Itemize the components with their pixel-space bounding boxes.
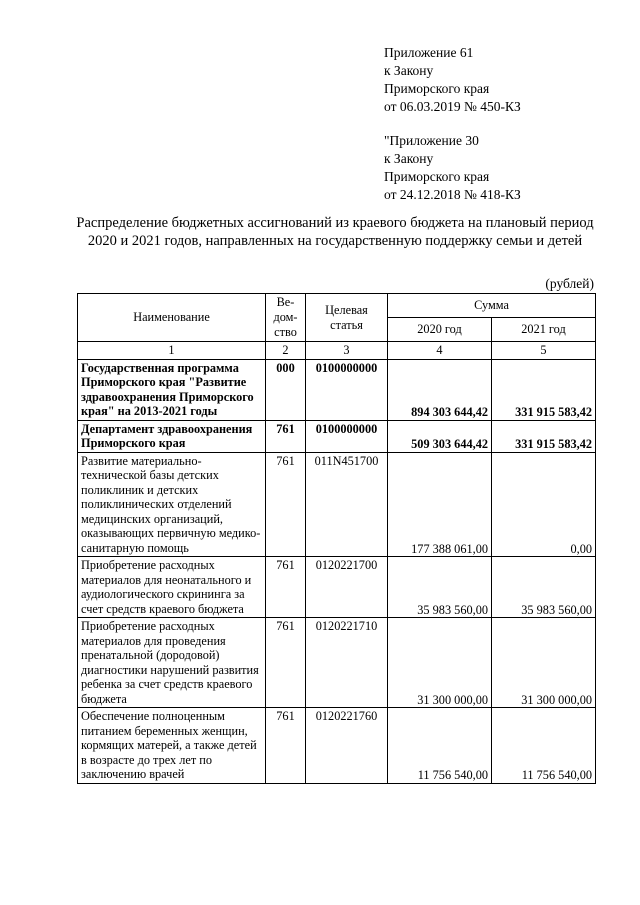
header-name: Наименование bbox=[78, 294, 266, 342]
row-department-cell: 761 bbox=[266, 708, 306, 784]
column-number: 3 bbox=[306, 342, 388, 360]
appendix-1-line: к Закону bbox=[384, 63, 434, 78]
row-sum-2021-cell: 331 915 583,42 bbox=[492, 420, 596, 452]
row-article-cell: 0100000000 bbox=[306, 420, 388, 452]
row-sum-2021-cell: 0,00 bbox=[492, 452, 596, 557]
row-article-cell: 0120221710 bbox=[306, 618, 388, 708]
table-row bbox=[78, 618, 596, 708]
appendix-1-block bbox=[384, 44, 521, 116]
appendix-2-line: "Приложение 30 bbox=[384, 133, 479, 148]
document-title: Распределение бюджетных ассигнований из краевого бюджета на плановый период 2020 и 2021 годов, направленных на государственную поддержку семьи и детей bbox=[76, 215, 594, 249]
appendix-2-line: от 24.12.2018 № 418-КЗ bbox=[384, 187, 521, 202]
row-name-cell: Приобретение расходных материалов для неонатального и аудиологического скрининга за счет средств краевого бюджета bbox=[78, 557, 266, 618]
header-year-2021: 2021 год bbox=[492, 318, 596, 342]
appendix-1-line: Приложение 61 bbox=[384, 45, 474, 60]
appendix-1-line: Приморского края bbox=[384, 81, 490, 96]
row-department-cell: 761 bbox=[266, 557, 306, 618]
column-number: 2 bbox=[266, 342, 306, 360]
appendix-2-line: Приморского края bbox=[384, 169, 490, 184]
table-row bbox=[78, 359, 596, 420]
row-sum-2020-cell: 509 303 644,42 bbox=[388, 420, 492, 452]
row-article-cell: 0120221700 bbox=[306, 557, 388, 618]
table-row bbox=[78, 452, 596, 557]
budget-table bbox=[77, 293, 596, 784]
column-number: 1 bbox=[78, 342, 266, 360]
appendix-2-line: к Закону bbox=[384, 151, 434, 166]
column-number: 4 bbox=[388, 342, 492, 360]
table-row bbox=[78, 708, 596, 784]
appendix-1-line: от 06.03.2019 № 450-КЗ bbox=[384, 99, 521, 114]
row-sum-2020-cell: 177 388 061,00 bbox=[388, 452, 492, 557]
row-department-cell: 000 bbox=[266, 359, 306, 420]
appendix-2-block bbox=[384, 132, 521, 204]
row-name-cell: Развитие материально-технической базы детских поликлиник и детских поликлинических отделений медицинских организаций, оказывающих первичную медико-санитарную помощь bbox=[78, 452, 266, 557]
column-number: 5 bbox=[492, 342, 596, 360]
row-name-cell: Приобретение расходных материалов для проведения пренатальной (дородовой) диагностики нарушений развития ребенка за счет средств краевого бюджета bbox=[78, 618, 266, 708]
header-sum: Сумма bbox=[388, 294, 596, 318]
table-row bbox=[78, 420, 596, 452]
row-sum-2021-cell: 11 756 540,00 bbox=[492, 708, 596, 784]
header-year-2020: 2020 год bbox=[388, 318, 492, 342]
row-sum-2021-cell: 31 300 000,00 bbox=[492, 618, 596, 708]
row-name-cell: Обеспечение полноценным питанием беременных женщин, кормящих матерей, а также детей в возрасте до трех лет по заключению врачей bbox=[78, 708, 266, 784]
table-row bbox=[78, 557, 596, 618]
row-article-cell: 0100000000 bbox=[306, 359, 388, 420]
row-sum-2020-cell: 894 303 644,42 bbox=[388, 359, 492, 420]
header-article: Целевая статья bbox=[306, 294, 388, 342]
row-name-cell: Департамент здравоохранения Приморского края bbox=[78, 420, 266, 452]
row-sum-2020-cell: 11 756 540,00 bbox=[388, 708, 492, 784]
row-department-cell: 761 bbox=[266, 618, 306, 708]
row-sum-2021-cell: 35 983 560,00 bbox=[492, 557, 596, 618]
row-sum-2020-cell: 31 300 000,00 bbox=[388, 618, 492, 708]
row-article-cell: 011N451700 bbox=[306, 452, 388, 557]
row-article-cell: 0120221760 bbox=[306, 708, 388, 784]
header-department: Ве- дом- ство bbox=[266, 294, 306, 342]
row-name-cell: Государственная программа Приморского края "Развитие здравоохранения Приморского края" на 2013-2021 годы bbox=[78, 359, 266, 420]
units-label: (рублей) bbox=[545, 276, 594, 291]
row-sum-2020-cell: 35 983 560,00 bbox=[388, 557, 492, 618]
row-sum-2021-cell: 331 915 583,42 bbox=[492, 359, 596, 420]
row-department-cell: 761 bbox=[266, 452, 306, 557]
row-department-cell: 761 bbox=[266, 420, 306, 452]
